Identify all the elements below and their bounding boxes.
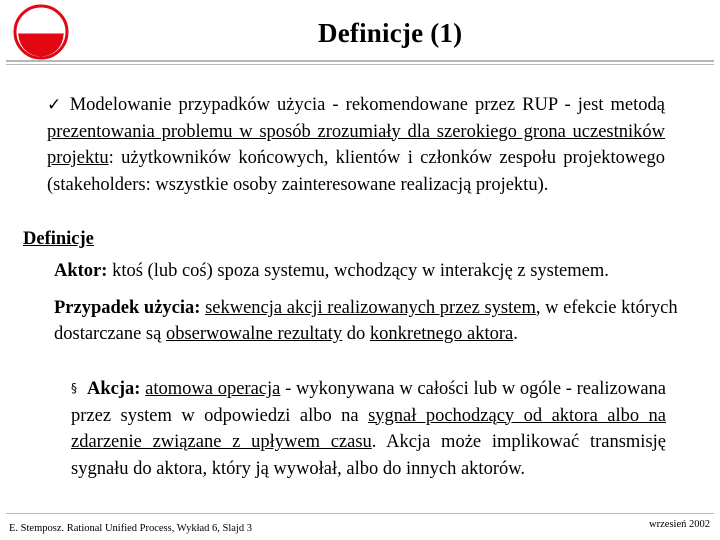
slide-title: Definicje (1) bbox=[318, 18, 463, 48]
term-label: Akcja: bbox=[87, 379, 141, 399]
university-logo-icon bbox=[13, 4, 69, 60]
definition-aktor: Aktor: ktoś (lub coś) spoza systemu, wchodzący w interakcję z systemem. bbox=[54, 261, 609, 281]
header-divider-thin bbox=[6, 64, 714, 65]
footer-date: wrzesień 2002 bbox=[649, 519, 710, 530]
bullet-paragraph-modelowanie: ✓ Modelowanie przypadków użycia - rekomendowane przez RUP - jest metodą prezentowania problemu w sposób zrozumiały dla szerokiego grona uczestników projektu: użytkowników końcowych, klientów i członków zespołu projektowego (stakeholders: wszystkie osoby zainteresowane realizacją projektu). bbox=[47, 95, 665, 195]
definition-przypadek-uzycia: Przypadek użycia: sekwencja akcji realizowanych przez system, w efekcie których dostarczane są obserwowalne rezultaty do konkretnego aktora. bbox=[54, 298, 678, 344]
footer-divider bbox=[6, 513, 714, 514]
underlined-phrase: prezentowania problemu w sposób zrozumiały dla szerokiego grona uczestników projektu bbox=[47, 121, 665, 168]
header-divider bbox=[6, 60, 714, 62]
footer-source: E. Stemposz. Rational Unified Process, Wykład 6, Slajd 3 bbox=[9, 523, 252, 534]
section-bullet-icon: § bbox=[71, 381, 77, 395]
checkmark-bullet-icon: ✓ bbox=[47, 95, 64, 115]
term-label: Aktor: bbox=[54, 261, 108, 281]
definitions-heading: Definicje bbox=[23, 229, 94, 249]
definition-akcja: § Akcja: atomowa operacja - wykonywana w całości lub w ogóle - realizowana przez system w odpowiedzi albo na sygnał pochodzący od aktora albo na zdarzenie związane z upływem czasu. Akcja może implikować transmisję sygnału do aktora, który ją wywołał, albo do innych aktorów. bbox=[71, 379, 666, 479]
term-label: Przypadek użycia: bbox=[54, 298, 201, 318]
